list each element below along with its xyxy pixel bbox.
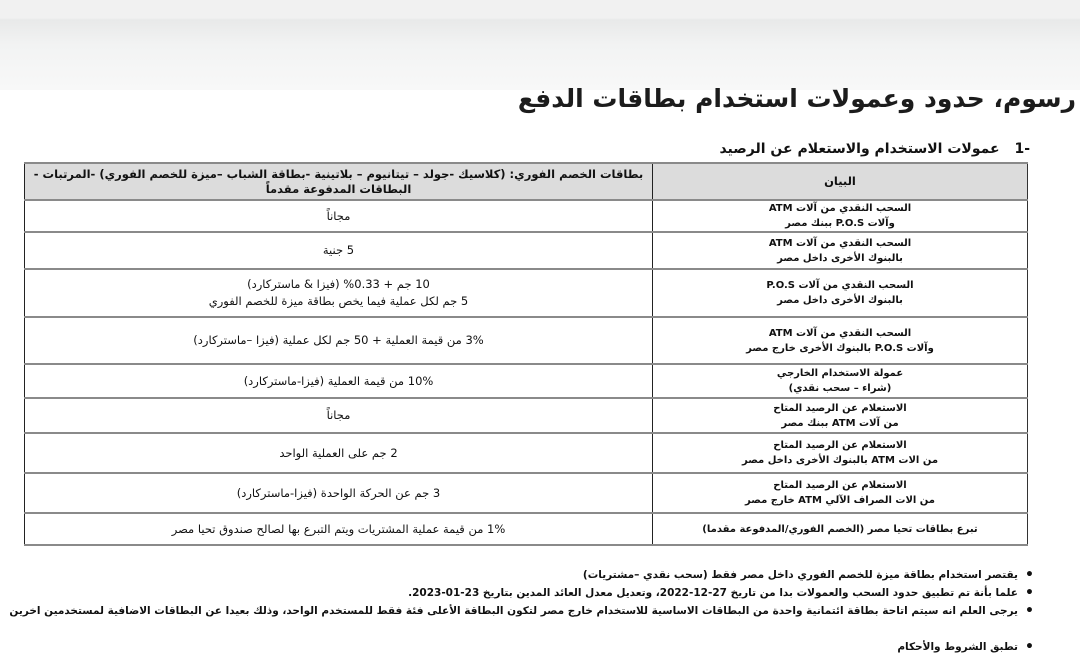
row-description (653, 269, 1028, 317)
row-fee-value (25, 513, 653, 545)
description-line: عمولة الاستخدام الخارجي (776, 368, 904, 379)
fee-line: 3% من قيمة العملية + 50 جم لكل عملية (فيزا –ماستركارد) (193, 333, 484, 347)
description-line: السحب النقدي من آلات P.O.S (766, 280, 914, 291)
column-header-card-types: بطاقات الخصم الفوري: (كلاسيك -جولد – تيتانيوم – بلاتينية -بطاقة الشباب –ميزة للخصم الفوري) -المرتبات - البطاقات المدفوعة مقدماً (25, 163, 653, 200)
description-line: السحب النقدي من آلات ATM (768, 237, 912, 249)
row-fee-value (25, 433, 653, 473)
table-row (25, 364, 1028, 398)
row-description (653, 364, 1028, 398)
note-item: • يقتصر استخدام بطاقة ميزة للخصم الفوري داخل مصر فقط (سحب نقدي –مشتريات) (34, 566, 1034, 584)
row-fee-value (25, 269, 653, 317)
table-row (25, 200, 1028, 232)
fee-line: مجاناً (326, 408, 351, 422)
row-fee-value (25, 200, 653, 232)
fee-line: 5 جم لكل عملية فيما يخص بطاقة ميزة للخصم الفوري (208, 294, 469, 308)
description-line: (شراء – سحب نقدي) (788, 383, 892, 394)
fee-line: 10% من قيمة العملية (فيزا-ماستركارد) (243, 373, 434, 388)
row-fee-value (25, 317, 653, 364)
fee-line: مجاناً (326, 208, 351, 223)
row-description (653, 232, 1028, 269)
column-header-description: البيان (653, 163, 1028, 200)
section-number: -1 (1014, 141, 1030, 157)
row-description (653, 317, 1028, 364)
description-line: الاستعلام عن الرصيد المتاح (773, 480, 907, 491)
section-title: عمولات الاستخدام والاستعلام عن الرصيد (719, 141, 1000, 157)
section-heading (719, 141, 1030, 157)
table-row (25, 473, 1028, 513)
notes-list (9, 566, 1034, 656)
table-row (25, 398, 1028, 433)
note-item: • علما بأنة تم تطبيق حدود السحب والعمولات بدا من تاريخ 27-12-2022، وتعديل معدل العائد المدين بتاريخ 23-01-2023. (34, 584, 1034, 602)
description-line: السحب النقدي من آلات ATM (768, 203, 912, 214)
row-fee-value (25, 473, 653, 513)
row-description (653, 473, 1028, 513)
description-line: من الات الصراف الآلي ATM خارج مصر (745, 495, 935, 506)
row-description (653, 433, 1028, 473)
note-item: • يرجى العلم انه سيتم اتاحة بطاقة ائتمانية واحدة من البطاقات الاساسية للاستخدام خارج مصر لتكون البطاقة الأعلى فئة فقط للمستخدم الواحد، وذلك بعيدا عن البطاقات الاضافية لمستخدمين اخرين (34, 602, 1034, 620)
row-description (653, 398, 1028, 433)
description-line: وآلات P.O.S ببنك مصر (785, 218, 895, 229)
row-fee-value (25, 364, 653, 398)
row-fee-value (25, 398, 653, 433)
description-line: تبرع بطاقات تحيا مصر (الخصم الفوري/المدفوعة مقدما) (702, 523, 978, 535)
row-description (653, 513, 1028, 545)
table-row (25, 317, 1028, 364)
row-description (653, 200, 1028, 232)
table-row (25, 433, 1028, 473)
description-line: الاستعلام عن الرصيد المتاح (773, 440, 907, 451)
fee-line: 3 جم عن الحركة الواحدة (فيزا-ماستركارد) (236, 485, 441, 500)
description-line: السحب النقدي من آلات ATM (768, 327, 912, 339)
fee-line: 10 جم + 0.33% (فيزا & ماستركارد) (247, 277, 430, 291)
description-line: وآلات P.O.S بالبنوك الأخرى خارج مصر (746, 342, 934, 354)
table-row (25, 513, 1028, 545)
page-title: رسوم، حدود وعمولات استخدام بطاقات الدفع (517, 84, 1076, 113)
terms-link[interactable]: • تطبق الشروط والأحكام (34, 638, 1034, 656)
description-line: الاستعلام عن الرصيد المتاح (773, 402, 907, 414)
table-header-row (25, 163, 1028, 200)
table-row (25, 232, 1028, 269)
description-line: من آلات ATM ببنك مصر (781, 417, 899, 429)
table-row (25, 269, 1028, 317)
top-header-band (0, 0, 1080, 90)
description-line: من الات ATM بالبنوك الأخرى داخل مصر (741, 455, 939, 466)
fees-table (24, 162, 1028, 546)
description-line: بالبنوك الأخرى داخل مصر (777, 252, 903, 264)
row-fee-value (25, 232, 653, 269)
description-line: بالبنوك الأخرى داخل مصر (777, 295, 903, 306)
fee-line: 5 جنية (322, 243, 355, 257)
fee-line: 2 جم على العملية الواحد (279, 445, 398, 460)
fee-line: 1% من قيمة عملية المشتريات ويتم التبرع بها لصالح صندوق تحيا مصر (171, 521, 506, 536)
